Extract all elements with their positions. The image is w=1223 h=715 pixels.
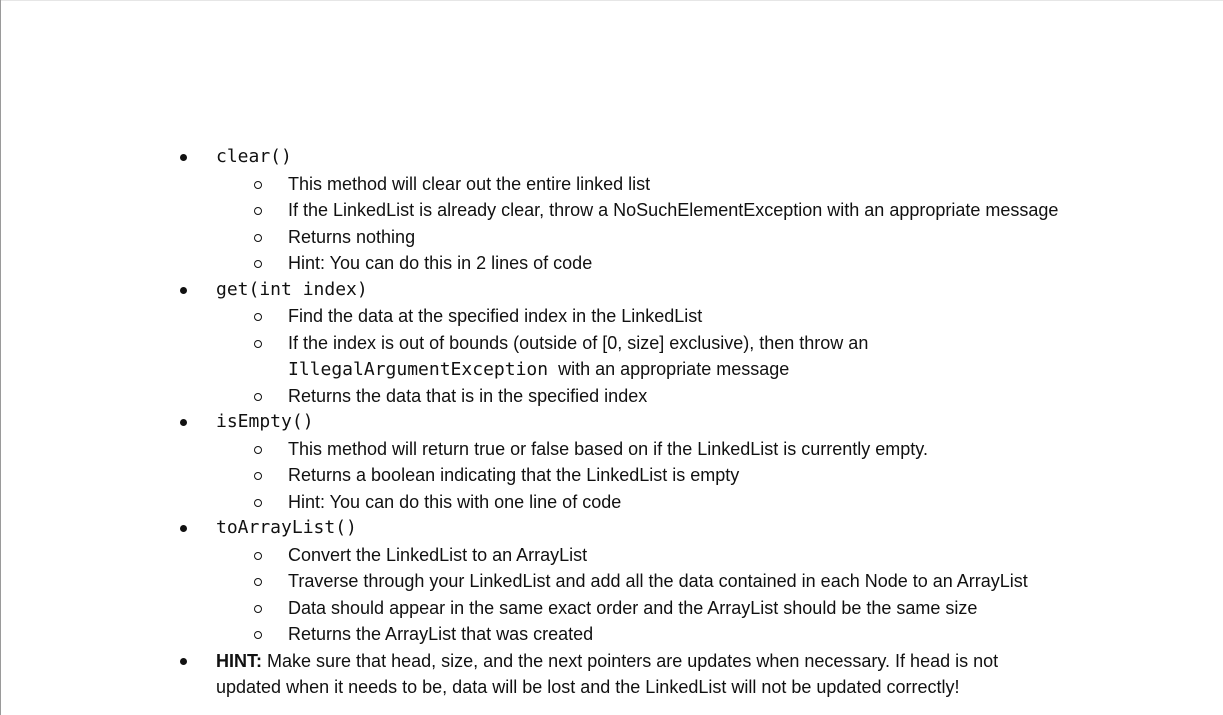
list-item-text: This method will return true or false based on if the LinkedList is currently empty. xyxy=(288,438,928,459)
hollow-bullet-icon xyxy=(254,393,262,401)
list-item-text: Convert the LinkedList to an ArrayList xyxy=(288,544,588,565)
list-item-text: This method will clear out the entire linked list xyxy=(288,173,651,194)
list-item xyxy=(0,568,1223,595)
list-item-text: Hint: You can do this in 2 lines of code xyxy=(288,253,593,273)
hollow-bullet-icon xyxy=(254,260,262,268)
hint-continuation xyxy=(0,674,1223,701)
hollow-bullet-icon xyxy=(254,446,262,454)
method-signature: clear() xyxy=(216,146,292,167)
hollow-bullet-icon xyxy=(254,499,262,507)
list-item xyxy=(0,489,1223,516)
list-item-text: Returns the ArrayList that was created xyxy=(288,624,594,644)
hollow-bullet-icon xyxy=(254,472,262,480)
list-item xyxy=(0,621,1223,648)
list-item xyxy=(0,224,1223,251)
method-signature: get(int index) xyxy=(216,278,368,300)
method-signature: isEmpty() xyxy=(216,411,314,432)
bullet-icon xyxy=(180,287,187,294)
list-item xyxy=(0,330,1223,357)
hollow-bullet-icon xyxy=(254,605,262,613)
method-item-toarraylist xyxy=(0,515,1223,542)
list-item-text: Returns the data that is in the specified index xyxy=(288,385,648,406)
list-item-text: If the LinkedList is already clear, throw a NoSuchElementException with an appropriate message xyxy=(288,200,1059,220)
list-item-text: Data should appear in the same exact order and the ArrayList should be the same size xyxy=(288,597,978,618)
hollow-bullet-icon xyxy=(254,578,262,586)
bullet-icon xyxy=(180,658,187,665)
list-item xyxy=(0,197,1223,224)
hint-line-1 xyxy=(216,648,998,675)
hollow-bullet-icon xyxy=(254,313,262,321)
method-item-get xyxy=(0,277,1223,304)
list-item xyxy=(0,171,1223,198)
method-signature: toArrayList() xyxy=(216,517,357,538)
list-item-continuation-text xyxy=(288,356,789,384)
hollow-bullet-icon xyxy=(254,552,262,560)
hint-text: Make sure that head, size, and the next pointers are updates when necessary. If head is not xyxy=(267,650,999,671)
list-item-text: Find the data at the specified index in the LinkedList xyxy=(288,306,703,326)
hollow-bullet-icon xyxy=(254,207,262,215)
list-item xyxy=(0,250,1223,277)
document-body xyxy=(0,144,1223,701)
list-item-text: Returns a boolean indicating that the LinkedList is empty xyxy=(288,465,740,485)
list-item xyxy=(0,595,1223,622)
bullet-icon xyxy=(180,154,187,161)
list-item xyxy=(0,303,1223,330)
list-item xyxy=(0,383,1223,410)
method-item-isempty xyxy=(0,409,1223,436)
hollow-bullet-icon xyxy=(254,340,262,348)
bullet-icon xyxy=(180,525,187,532)
list-item-continuation xyxy=(0,356,1223,383)
hint-item xyxy=(0,648,1223,675)
list-item-text: Traverse through your LinkedList and add all the data contained in each Node to an ArrayList xyxy=(288,571,1028,591)
method-item-clear xyxy=(0,144,1223,171)
list-item-text: If the index is out of bounds (outside of [0, size] exclusive), then throw an xyxy=(288,332,869,353)
hollow-bullet-icon xyxy=(254,234,262,242)
hint-label: HINT: xyxy=(216,650,262,671)
list-item xyxy=(0,436,1223,463)
exception-suffix: with an appropriate message xyxy=(558,359,790,379)
list-item-text: Hint: You can do this with one line of code xyxy=(288,491,622,512)
list-item xyxy=(0,542,1223,569)
hint-line-2: updated when it needs to be, data will be lost and the LinkedList will not be updated correctly! xyxy=(216,677,960,697)
hollow-bullet-icon xyxy=(254,631,262,639)
list-item-text: Returns nothing xyxy=(288,226,416,247)
list-item xyxy=(0,462,1223,489)
exception-name: IllegalArgumentException xyxy=(288,359,549,380)
page-top-edge xyxy=(0,0,1223,1)
hollow-bullet-icon xyxy=(254,181,262,189)
bullet-icon xyxy=(180,419,187,426)
